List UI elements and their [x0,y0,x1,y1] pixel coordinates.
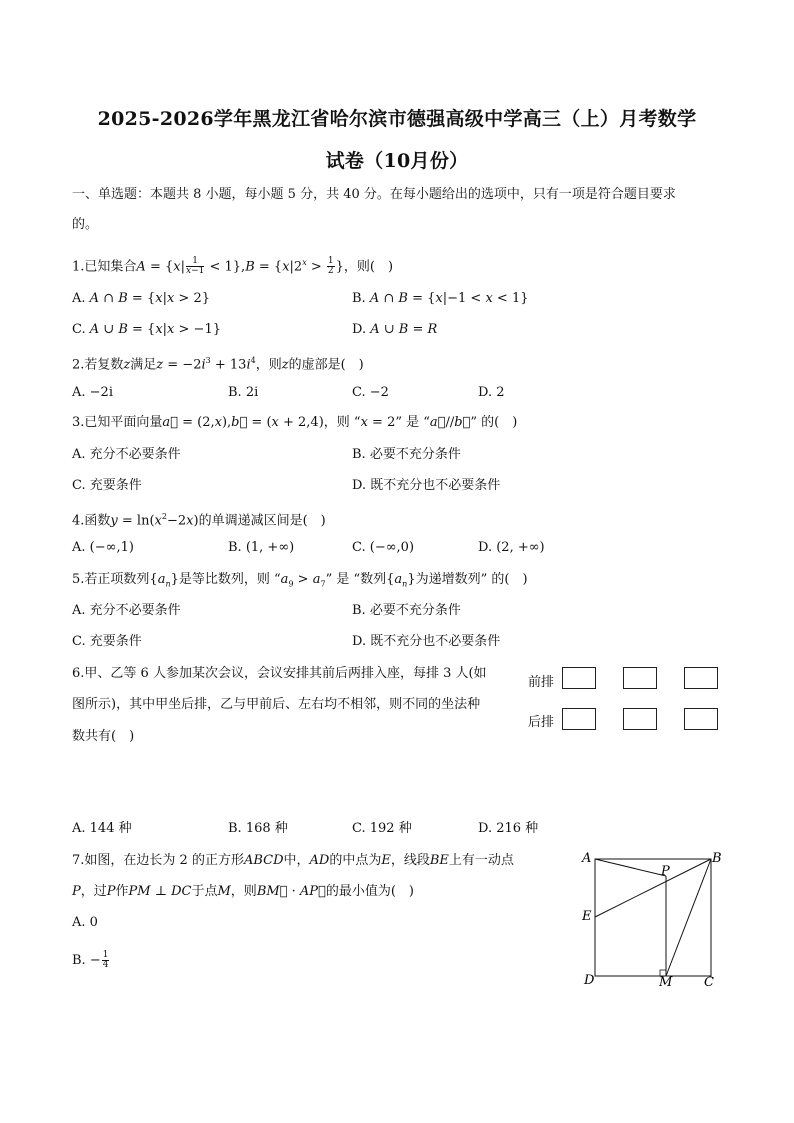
q7-option-a[interactable]: A. 0 [72,915,98,930]
section-1-instructions-cont: 的。 [72,217,99,232]
back-row-label: 后排 [528,715,555,730]
q3-option-d[interactable]: D. 既不充分也不必要条件 [352,478,501,493]
seat-front-3 [684,667,718,689]
q1-option-d[interactable]: D. A ∪ B = R [352,322,438,337]
question-6-line-3: 数共有( ) [72,729,135,744]
q2-option-d[interactable]: D. 2 [478,385,505,400]
q6-option-a[interactable]: A. 144 种 [72,821,132,836]
q1-option-b[interactable]: B. A ∩ B = {x|−1 < x < 1} [352,291,529,306]
q2-option-a[interactable]: A. −2i [72,385,113,400]
exam-title-line-2: 试卷（10月份） [325,150,469,172]
question-text: 已知集合 [84,259,137,275]
q1-option-a[interactable]: A. A ∩ B = {x|x > 2} [72,291,210,306]
question-6-line-1: 6.甲、乙等 6 人参加某次会议，会议安排其前后两排入座，每排 3 人(如 [72,666,487,681]
square-geometry-figure [578,848,728,990]
front-row-label: 前排 [528,675,555,690]
q7-option-b[interactable]: B. − $\frac{1}{4}$ [72,950,109,970]
q1-option-c[interactable]: C. A ∪ B = {x|x > −1} [72,322,221,337]
label-c: C [704,975,714,990]
question-4: 4.函数$y = \ln(x^2-2x)$的单调递减区间是( ) [72,512,326,529]
segment-bm [666,859,711,976]
label-e: E [582,909,592,924]
q3-option-a[interactable]: A. 充分不必要条件 [72,447,181,462]
seat-front-1 [562,667,596,689]
square-abcd [595,859,711,976]
q4-option-c[interactable]: C. (−∞,0) [352,540,415,555]
question-1: 1.已知集合A = {x| $\frac{1}{x-1}$ < $1\},B = \{x|2^x$ > $\frac{1}{2}$ }，则( ) [72,256,394,277]
q5-option-c[interactable]: C. 充要条件 [72,634,142,649]
question-3: 3.已知平面向量a⃗ = (2,x),b⃗ = (x + 2,4)，则 “x = 2” 是 “a⃗//b⃗” 的( ) [72,415,518,430]
question-7-line-1: 7.如图，在边长为 2 的正方形ABCD中，AD的中点为E，线段BE上有一动点 [72,853,514,868]
q5-option-b[interactable]: B. 必要不充分条件 [352,603,461,618]
question-text: ，则( ) [343,259,394,275]
question-5: 5.若正项数列$\{a_n\}$是等比数列，则 “$a_9 > a_7$” 是 “数列$\{a_n\}$为递增数列” 的( ) [72,572,528,589]
question-7-line-2: P，过P作PM ⊥ DC于点M，则BM⃗ · AP⃗的最小值为( ) [72,884,414,899]
seat-back-3 [684,708,718,730]
question-number: 1. [72,259,85,275]
segment-ap [595,859,666,876]
segment-be [595,859,711,917]
q4-option-d[interactable]: D. (2, +∞) [478,540,545,555]
label-b: B [712,851,722,866]
q2-option-b[interactable]: B. 2i [228,385,259,400]
seat-back-1 [562,708,596,730]
label-a: A [582,851,592,866]
q2-option-c[interactable]: C. −2 [352,385,389,400]
label-d: D [584,973,595,988]
q4-option-b[interactable]: B. (1, +∞) [228,540,295,555]
label-p: P [661,864,670,879]
q3-option-c[interactable]: C. 充要条件 [72,478,142,493]
seat-back-2 [623,708,657,730]
label-m: M [659,975,673,990]
q6-option-b[interactable]: B. 168 种 [228,821,288,836]
question-2: 2.若复数z满足$z = -2i^3 + 13i^4$，则z的虚部是( ) [72,356,364,373]
q6-option-d[interactable]: D. 216 种 [478,821,539,836]
exam-title-line-1: 2025-2026学年黑龙江省哈尔滨市德强高级中学高三（上）月考数学 [97,108,697,130]
q3-option-b[interactable]: B. 必要不充分条件 [352,447,461,462]
q5-option-a[interactable]: A. 充分不必要条件 [72,603,181,618]
q6-option-c[interactable]: C. 192 种 [352,821,412,836]
q5-option-d[interactable]: D. 既不充分也不必要条件 [352,634,501,649]
seat-front-2 [623,667,657,689]
fraction: $\frac{1}{x-1}$ [185,256,205,277]
fraction: $\frac{1}{2}$ [327,256,334,277]
q4-option-a[interactable]: A. (−∞,1) [72,540,134,555]
question-6-line-2: 图所示)，其中甲坐后排，乙与甲前后、左右均不相邻，则不同的坐法种 [72,697,481,712]
section-1-instructions: 一、单选题：本题共 8 小题，每小题 5 分，共 40 分。在每小题给出的选项中，只有一项是符合题目要求 [72,187,676,202]
